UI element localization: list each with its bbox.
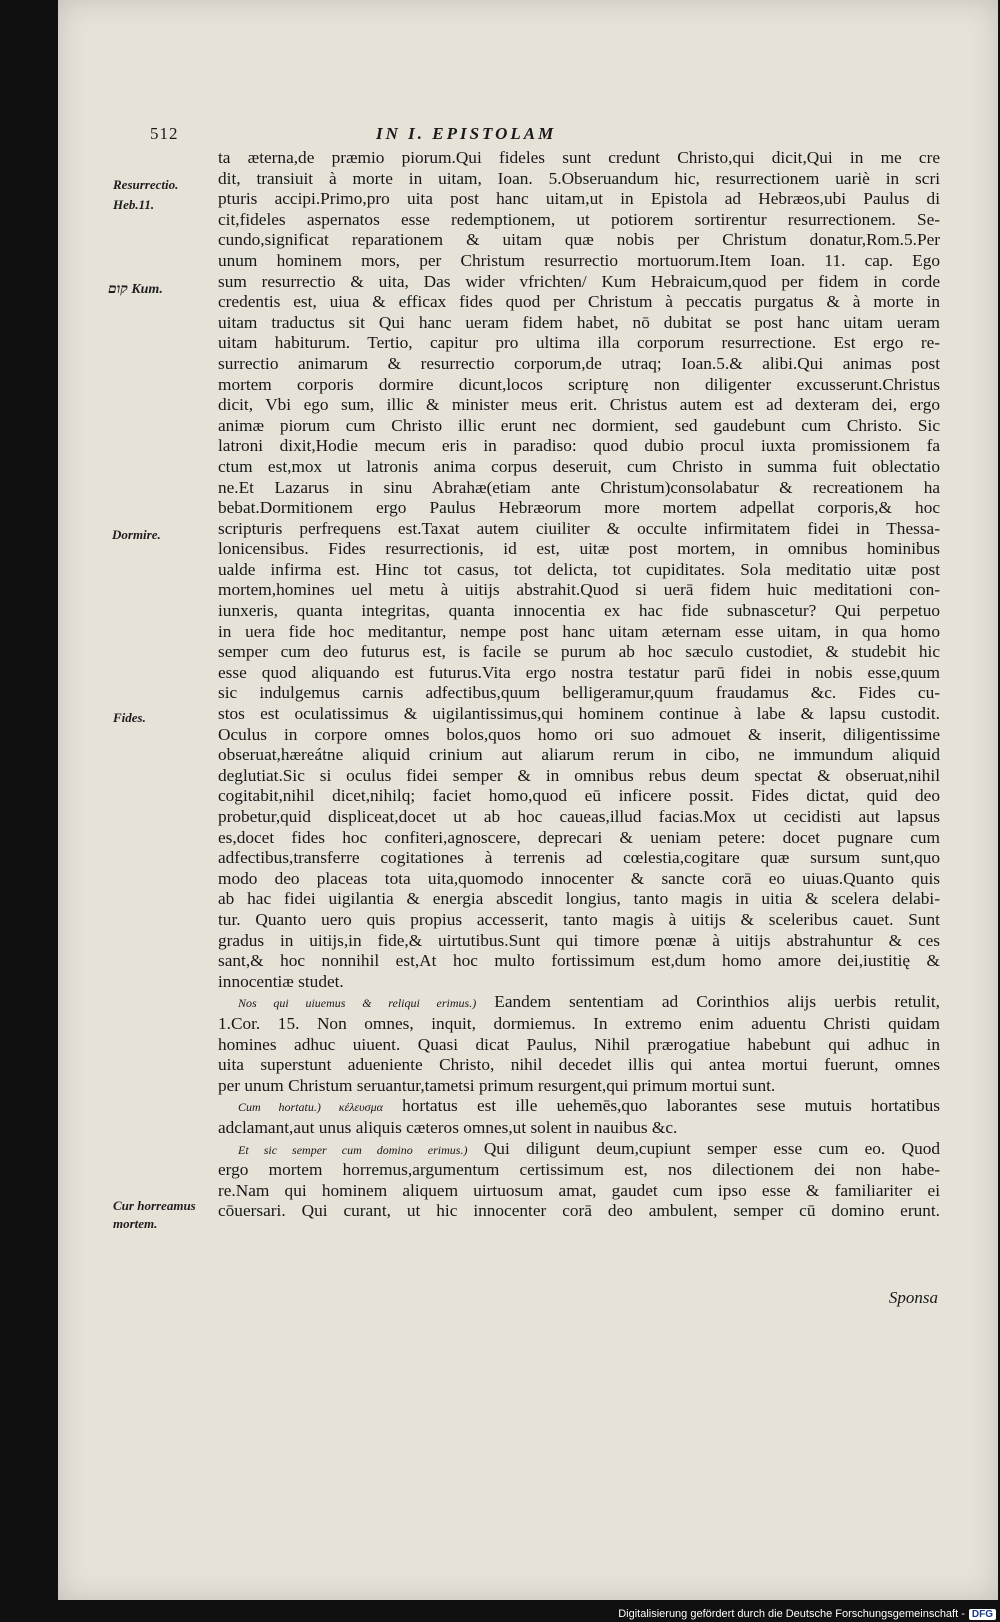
running-title: IN I. EPISTOLAM [376,124,557,143]
text-line: Oculus in corpore omnes bolos,quos homo ori suo admouet & inserit, diligentissime [218,724,940,744]
text-line: tur. Quanto uero quis propius accesserit, tanto magis à uitijs & sceleribus cauet. Sunt [218,909,940,929]
text-line: dicit, Vbi ego sum, illic & minister meus erit. Christus autem est ad dexteram dei, ergo [218,395,940,415]
text-line: homines adhuc uiuent. Quasi dicat Paulus, Nihil prærogatiue habebunt qui adhuc in [218,1034,940,1054]
text-line: ergo mortem horremus,argumentum certissimum est, nos dilectionem dei non habe- [218,1160,940,1180]
text-line: probetur,quid displiceat,docet ut ab hoc caueas,illud facias.Mox ut cecidisti aut lapsus [218,807,940,826]
text-line: per unum Christum seruantur,tametsi primum resurgent,qui primum mortui sunt. [218,1075,776,1095]
text-line: mortem,homines uel metu à uitijs abstrahit.Quod si uerā fidem huic meditationi con- [218,580,940,600]
text-line: Qui diligunt deum,cupiunt semper esse cum eo. Quod [483,1138,940,1158]
text-line: cōuersari. Qui curant, ut hic innocenter corā deo ambulent, semper cū domino erunt. [218,1201,940,1221]
text-line: scripturis perfrequens est.Taxat autem ciuiliter & occulte infirmitatem fidei in Thessa- [218,518,940,538]
text-line: pturis accipi.Primo,pro uita post hanc uitam,ut in Epistola ad Hebræos,ubi Paulus di [218,189,940,209]
text-line: uitam traductus sit Qui hanc ueram fidem habet, nō dubitat se post hanc uitam ueram [218,312,940,332]
paragraph-lemma-line [218,992,940,1014]
text-line: cundo,significat reparationem & uitam quæ nobis per Christum donatur,Rom.5.Per [218,230,940,250]
text-line: semper cum deo futurus est, is facile se purum ab hoc sæculo custodiet, & studebit hic [218,642,940,662]
text-line: ne.Et Lazarus in sinu Abrahæ(etiam ante Christum)consolabatur & recreationem ha [218,477,940,497]
text-line: unum hominem mors, per Christum resurrectio mortuorum.Item Ioan. 11. cap. Ego [218,250,940,270]
text-line: ctum est,mox ut latronis anima corpus deseruit, cum Christo in summa fuit oblectatio [218,456,940,476]
text-line: adclamant,aut unus aliquis cæteros omnes,ut solent in nauibus &c. [218,1117,678,1137]
text-line: modo deo placeas tota uita,quomodo innocenter & sancte corā eo uiuas.Quanto quis [218,868,940,888]
catchword: Sponsa [888,1288,938,1307]
text-line: sant,& hoc nonnihil est,At hoc multo fortissimum est,dum homo amore dei,iustitię & [218,951,940,971]
margin-note-fides: Fides. [113,710,146,725]
text-line: re.Nam qui hominem aliquem uirtuosum amat, gaudet cum ipso esse & familiariter ei [218,1180,940,1200]
text-line: cogitabit,nihil dicet,nihilq; faciet homo,quod eū inficere possit. Fides dictat, quid deo [218,786,940,806]
margin-note-dormire: Dormire. [112,527,161,542]
text-line: mortem corporis dormire dicunt,locos scripturę non diligenter excusserunt.Christus [218,374,940,394]
paragraph-lemma-line [218,1096,940,1118]
page-number: 512 [150,124,179,143]
text-line: deglutiat.Sic si oculus fidei semper & in omnibus rebus deum spectat & obseruat,nihil [218,765,940,785]
body-text [218,148,940,1222]
margin-note-cur-horreamus: Cur horreamus [113,1198,196,1213]
text-line: obseruat,hæreátne aliquid crinium aut aliarum rerum in cibo, ne immundum aliquid [218,745,940,765]
margin-note-kum: קום Kum. [108,282,163,297]
text-line: stos est oculatissimus & uigilantissimus,qui hominem continue à labe & lapsu custodit. [218,704,940,724]
dfg-logo: DFG [969,1609,996,1620]
lemma: Et sic semper cum domino erimus.) [238,1142,468,1157]
text-line: Eandem sententiam ad Corinthios alijs uerbis retulit, [494,992,940,1012]
text-line: bebat.Dormitionem ergo Paulus Hebræorum more mortem adpellat corporis,& hoc [218,498,940,518]
text-line: 1.Cor. 15. Non omnes, inquit, dormiemus. In extremo enim aduentu Christi quidam [218,1013,940,1033]
text-line: credentis est, uiua & efficax fides quod per Christum à peccatis purgatus & à morte in [218,292,940,312]
margin-note-resurrectio: Resurrectio. [113,177,179,192]
text-line: ab hac fidei uigilantia & energia abscedit longius, tanto magis in uitia & scelera delabi- [218,889,940,909]
text-line: ta æterna,de præmio piorum.Qui fideles sunt credunt Christo,qui dicit,Qui in me cre [218,148,940,167]
text-line: adfectibus,transferre cogitationes à terrenis ad cœlestia,cogitare quæ sursum sunt,quo [218,848,940,868]
text-line: ualde infirma est. Hinc tot casus, tot delicta, tot cupiditates. Sola meditatio uitæ post [218,559,940,579]
text-line: uitam habiturum. Tertio, capitur pro ultima illa corporum resurrectione. Est ergo re- [218,333,940,353]
margin-note-mortem: mortem. [113,1216,158,1231]
text-line: uita superstunt adueniente Christo, nihil decedet illis qui antea mortui fuerunt, omnes [218,1055,940,1075]
text-line: sum resurrectio & uita, Das wider vfrichten/ Kum Hebraicum,quod per fidem in corde [218,271,940,291]
margin-note-heb: Heb.11. [113,197,155,212]
footer-text: Digitalisierung gefördert durch die Deutsche Forschungsgemeinschaft - [618,1608,965,1620]
lemma: Cum hortatu.) κέλευσμα [238,1100,383,1115]
text-line: animæ piorum cum Christo illic erunt nec dormient, sed gaudebunt cum Christo. Sic [218,415,940,435]
text-line: cit,fideles aspernatos esse redemptionem, ut potiorem sortirentur resurrectionem. Se- [218,209,940,229]
text-line: iunxeris, quanta integritas, quanta innocentia ex hac fide subnascetur? Qui perpetuo [218,601,940,621]
text-line: esse quod aliquando est futurus.Vita ergo nostra testatur parū fidei in nobis esse,quum [218,662,940,682]
text-line: innocentiæ studet. [218,971,344,991]
text-line: surrectio animarum & resurrectio corporum,de utraq; Ioan.5.& alibi.Qui animas post [218,353,940,373]
text-line: dit, transiuit à morte in uitam, Ioan. 5.Obseruandum hic, resurrectionem uariè in scri [218,168,940,188]
lemma: Nos qui uiuemus & reliqui erimus.) [238,996,477,1011]
text-line: hortatus est ille uehemēs,quo laborantes sese mutuis hortatibus [402,1096,940,1116]
text-line: latroni dixit,Hodie mecum eris in paradiso: quod dubio procul iuxta promissionem fa [218,436,940,456]
paragraph-lemma-line [218,1139,940,1161]
text-line: in uera fide hoc meditantur, nempe post hanc uitam æternam esse uitam, in qua homo [218,621,940,641]
text-line: es,docet fides hoc confiteri,agnoscere, deprecari & ueniam petere: docet pugnare cum [218,827,940,847]
text-line: sic indulgemus carnis adfectibus,quum belligeramur,quum fraudamus &c. Fides cu- [218,683,940,703]
text-line: gradus in uitijs,in fide,& uirtutibus.Sunt qui timore pœnæ à uitijs abstrahuntur & ces [218,930,940,950]
digitization-footer [618,1608,996,1620]
text-line: lonicensibus. Fides resurrectionis, id est, uitæ post mortem, in omnibus hominibus [218,539,940,559]
